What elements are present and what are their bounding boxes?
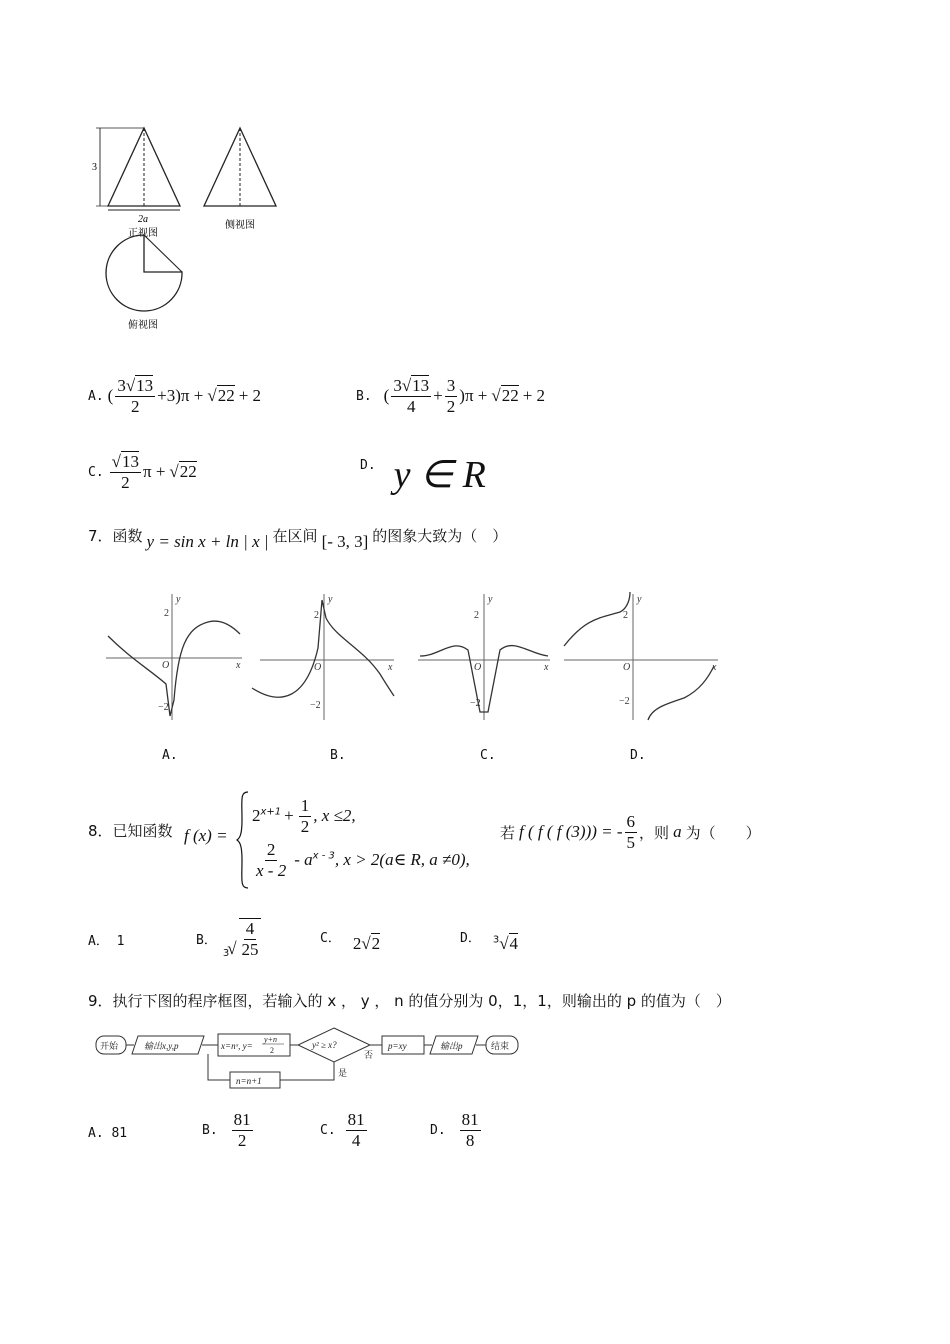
q7-stem: 7．函数 y = sin x + ln | x | 在区间 [- 3, 3] 的图象大致为（ ） [88, 527, 508, 551]
q8-pre: 8．已知函数 [88, 822, 173, 840]
width-label: 2a [138, 214, 148, 225]
graph-d [564, 592, 718, 720]
q9-option-c[interactable]: C. $\frac{81}{4}$ [320, 1110, 365, 1150]
svg-text:x: x [236, 660, 241, 671]
svg-text:是: 是 [338, 1068, 348, 1078]
svg-text:O: O [162, 660, 170, 671]
q8-case1: $2^{x+1}$ + $\frac{1}{2}$ , x ≤2, [252, 796, 356, 836]
q8-case2: $\frac{2}{x - 2}$ - $a^{x - 3}$ , x > 2(a∈ R, a ≠0), [256, 840, 470, 880]
q7-option-d[interactable]: D. [630, 748, 646, 763]
svg-text:2: 2 [623, 610, 628, 621]
q6-option-d[interactable]: D. y ∈ R [360, 454, 486, 496]
svg-text:2: 2 [314, 610, 319, 621]
q8-option-b[interactable]: B． 3 √ $\frac{4}{25}$ [196, 919, 259, 960]
graph-c [418, 594, 550, 720]
q7-option-b[interactable]: B. [330, 748, 346, 763]
svg-text:−2: −2 [470, 698, 481, 709]
svg-text:O: O [314, 662, 322, 673]
svg-text:x: x [544, 662, 549, 673]
q7-option-c[interactable]: C. [480, 748, 496, 763]
graph-a [106, 594, 242, 720]
graph-b [252, 594, 394, 720]
q6-option-a[interactable]: A. ( $\frac{3√13}{2}$ +3)π + √22 + 2 [88, 376, 262, 416]
svg-text:y: y [637, 594, 642, 605]
svg-text:x: x [712, 662, 717, 673]
front-view-label: 正视图 [128, 228, 158, 239]
side-view-label: 侧视图 [225, 220, 255, 231]
q6-option-c[interactable]: C. $\frac{√13}{2}$ π + √22 [88, 452, 197, 492]
q9-stem: 9．执行下图的程序框图，若输入的 x ， y ， n 的值分别为 0，1，1，则输出的 p 的值为（ ） [88, 992, 731, 1010]
side-view [204, 128, 276, 231]
q8-option-d[interactable]: D． $^3$√4 [460, 931, 519, 953]
svg-text:开始: 开始 [100, 1041, 119, 1051]
svg-text:p=xy: p=xy [388, 1041, 407, 1051]
q7-graphs [100, 588, 730, 728]
svg-text:y: y [328, 594, 333, 605]
q8-option-c[interactable]: C． 2√2 [320, 931, 381, 953]
svg-text:n=n+1: n=n+1 [236, 1076, 262, 1086]
svg-text:x=nˣ, y=: x=nˣ, y= [221, 1041, 253, 1051]
svg-text:y: y [176, 594, 181, 605]
q9-option-b[interactable]: B. $\frac{81}{2}$ [202, 1110, 251, 1150]
svg-text:y+n: y+n [264, 1035, 277, 1044]
svg-text:−2: −2 [158, 702, 169, 713]
svg-text:2: 2 [270, 1046, 274, 1055]
svg-text:y² ≥ x?: y² ≥ x? [312, 1040, 337, 1050]
q7-option-a[interactable]: A. [162, 748, 178, 763]
q8-lhs: f (x) = [184, 826, 228, 845]
svg-text:结束: 结束 [491, 1041, 510, 1051]
top-view-label: 俯视图 [128, 320, 158, 331]
three-view-figure [90, 118, 290, 338]
svg-text:x: x [388, 662, 393, 673]
svg-text:输出p: 输出p [440, 1041, 463, 1051]
svg-text:y: y [488, 594, 493, 605]
q6-option-b[interactable]: B. ( $\frac{3√13}{4}$ + $\frac{3}{2}$ ) π + √22 + 2 [356, 376, 546, 416]
q9-option-a[interactable]: A. 81 [88, 1126, 128, 1141]
q8-option-a[interactable]: A． 1 [88, 934, 125, 949]
svg-text:2: 2 [474, 610, 479, 621]
height-label: 3 [92, 162, 97, 173]
front-view [92, 128, 180, 239]
q8-condition: 若 f ( f ( f (3))) = - $\frac{6}{5}$ ，则 a 为（ ） [500, 812, 761, 852]
svg-text:−2: −2 [310, 700, 321, 711]
q9-flowchart [94, 1026, 524, 1092]
top-view [106, 235, 182, 331]
svg-text:O: O [474, 662, 482, 673]
q8-brace [236, 790, 250, 890]
svg-text:输出x,y,p: 输出x,y,p [144, 1041, 179, 1051]
svg-text:O: O [623, 662, 631, 673]
svg-text:否: 否 [364, 1050, 374, 1060]
svg-text:−2: −2 [619, 696, 630, 707]
q9-option-d[interactable]: D. $\frac{81}{8}$ [430, 1110, 479, 1150]
svg-text:2: 2 [164, 608, 169, 619]
